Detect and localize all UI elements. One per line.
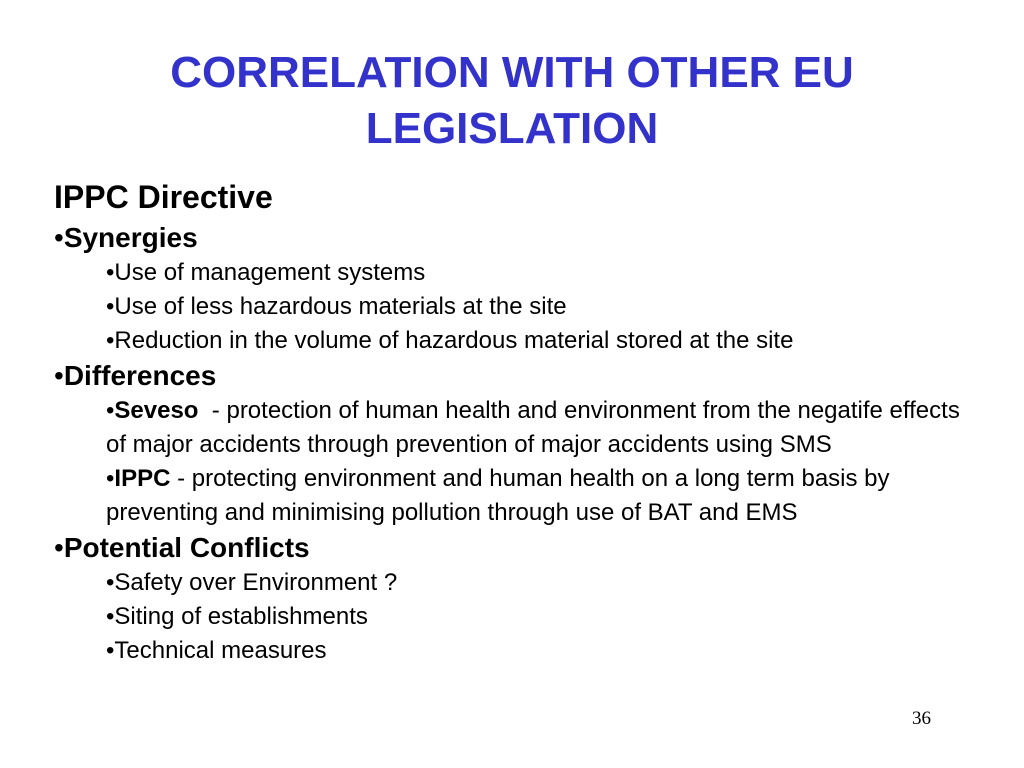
synergy-item-text: Use of management systems: [114, 259, 426, 286]
bullet-marker: •: [106, 327, 115, 354]
bullet-marker: •: [54, 532, 64, 563]
bullet-marker: •: [106, 603, 115, 630]
conflicts-label: Potential Conflicts: [63, 532, 310, 563]
slide-title-line-1: CORRELATION WITH OTHER EU: [170, 48, 854, 97]
differences-group: [54, 358, 984, 530]
synergy-item-text: Use of less hazardous materials at the site: [114, 293, 567, 320]
difference-item-ippc: [106, 462, 984, 530]
synergies-group: [54, 220, 984, 358]
bullet-marker: •: [54, 222, 64, 253]
conflicts-group: [54, 530, 984, 668]
bullet-marker: •: [106, 259, 115, 286]
bullet-marker: •: [106, 465, 115, 492]
section-heading: IPPC Directive: [54, 179, 273, 215]
difference-term: IPPC: [114, 465, 171, 492]
conflict-item-text: Safety over Environment ?: [114, 569, 398, 596]
differences-bullet: [54, 358, 984, 394]
synergies-label: Synergies: [63, 222, 198, 253]
difference-text: - protecting environment and human health on a long term basis by preventing and minimising pollution through use of BAT and EMS: [106, 465, 897, 526]
conflict-item: [106, 566, 984, 600]
slide-content: [54, 176, 984, 668]
conflict-item: [106, 634, 984, 668]
difference-text: - protection of human health and environment from the negatife effects of major accidents through prevention of major accidents using SMS: [106, 397, 967, 458]
synergy-item: [106, 290, 984, 324]
bullet-marker: •: [106, 637, 115, 664]
slide-title-line-2: LEGISLATION: [365, 104, 659, 153]
synergy-item: [106, 256, 984, 290]
synergy-item-text: Reduction in the volume of hazardous material stored at the site: [114, 327, 794, 354]
bullet-marker: •: [106, 293, 115, 320]
conflict-item-text: Siting of establishments: [114, 603, 368, 630]
slide-title: [0, 45, 1024, 157]
differences-label: Differences: [63, 360, 217, 391]
bullet-marker: •: [54, 360, 64, 391]
difference-item-seveso: [106, 394, 984, 462]
conflict-item: [106, 600, 984, 634]
difference-term: Seveso: [114, 397, 199, 424]
bullet-marker: •: [106, 397, 115, 424]
synergy-item: [106, 324, 984, 358]
conflicts-bullet: [54, 530, 984, 566]
page-number: 36: [912, 708, 931, 729]
synergies-bullet: [54, 220, 984, 256]
bullet-marker: •: [106, 569, 115, 596]
conflict-item-text: Technical measures: [114, 637, 327, 664]
